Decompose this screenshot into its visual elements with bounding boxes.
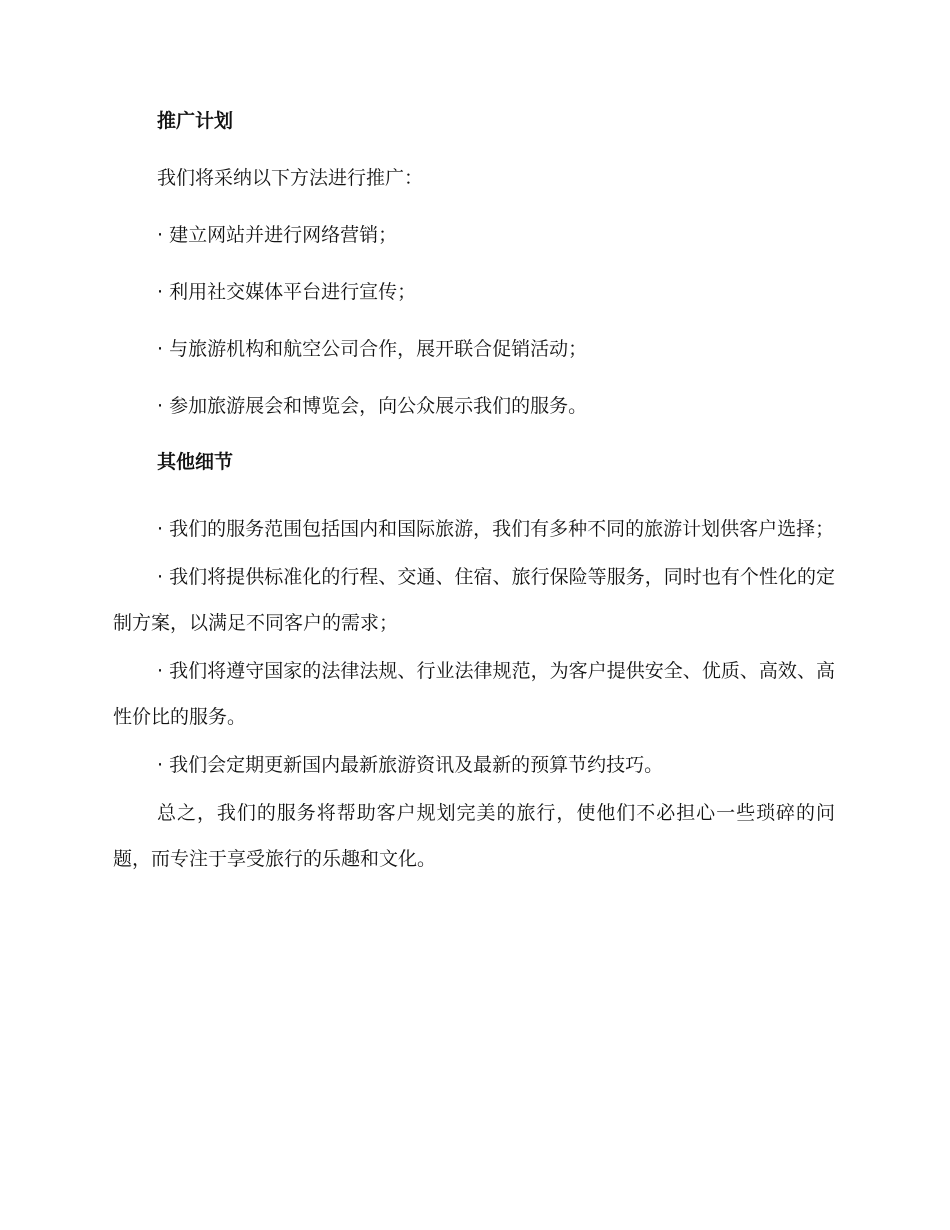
bullet-item: · 与旅游机构和航空公司合作，展开联合促销活动； (157, 338, 588, 360)
section-heading-details: 其他细节 (157, 451, 234, 473)
bullet-item: · 利用社交媒体平台进行宣传； (157, 281, 417, 303)
document-body (113, 108, 835, 894)
section-heading-promotion: 推广计划 (157, 110, 234, 132)
bullet-item: · 建立网站并进行网络营销； (157, 224, 398, 246)
bullet-item: · 我们会定期更新国内最新旅游资讯及最新的预算节约技巧。 (157, 754, 664, 776)
paragraph: 我们将采纳以下方法进行推广： (157, 167, 424, 189)
conclusion-paragraph: 总之，我们的服务将帮助客户规划完美的旅行，使他们不必担心一些琐碎的问题，而专注于享受旅行的乐趣和文化。 (113, 802, 835, 870)
bullet-item: · 我们将遵守国家的法律法规、行业法律规范，为客户提供安全、优质、高效、高性价比的服务。 (113, 660, 835, 728)
bullet-item: · 我们的服务范围包括国内和国际旅游，我们有多种不同的旅游计划供客户选择； (157, 518, 835, 540)
bullet-item: · 参加旅游展会和博览会，向公众展示我们的服务。 (157, 395, 588, 417)
bullet-item: · 我们将提供标准化的行程、交通、住宿、旅行保险等服务，同时也有个性化的定制方案，以满足不同客户的需求； (113, 566, 835, 634)
